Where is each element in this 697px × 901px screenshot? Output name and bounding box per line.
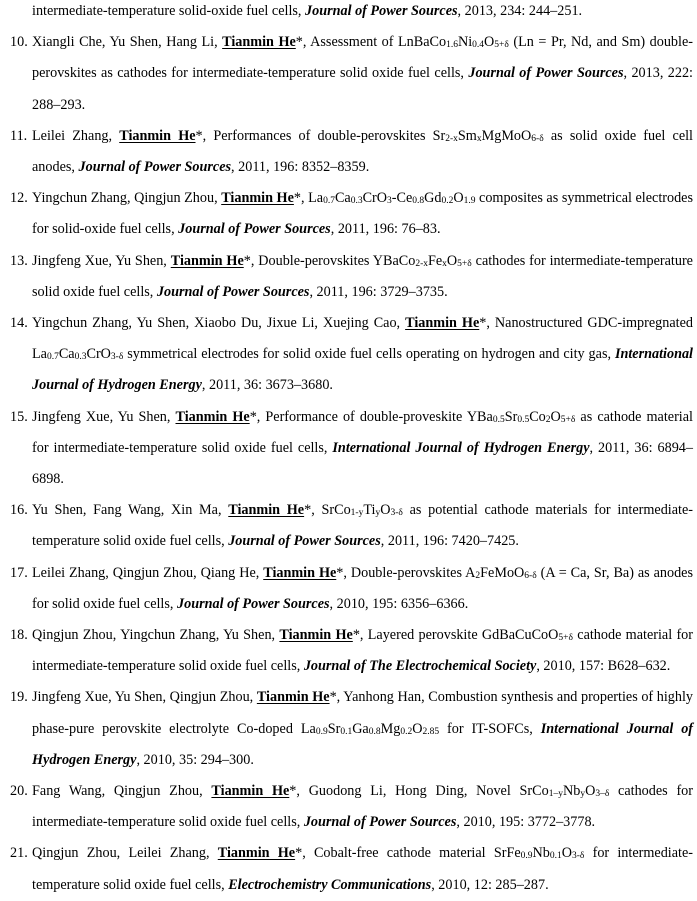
formula-subscript: 0.9 [315,726,328,737]
title-text: Sr [327,720,341,737]
journal-name: International Journal of Hydrogen Energy [332,439,590,456]
title-text: as potential cathode materials for intermediate-temperature solid oxide fuel cells, [32,502,693,550]
journal-name: Journal of Power Sources [303,814,457,831]
title-text: as cathode material for intermediate-temperature solid oxide fuel cells, [32,408,693,456]
reference-authors: Jingfeng Xue, Yu Shen, [32,252,171,269]
title-text: (A = Ca, Sr, Ba) as anodes for solid oxide fuel cells, [32,564,694,612]
formula-subscript: 0.1 [549,851,562,862]
citation-details: , 2013, 234: 244–251. [457,3,583,19]
formula-subscript: 3 [387,196,392,207]
formula-subscript: 3-δ [110,352,124,363]
formula-subscript: 1–y [548,789,563,800]
title-text: for intermediate-temperature solid oxide fuel cells, [32,845,693,893]
reference-item [0,308,697,402]
title-text: , Nanostructured GDC-impregnated La [32,315,693,363]
formula-subscript: y [580,789,586,800]
formula-subscript: 2-x [445,133,458,144]
highlighted-author: Tianmin He [263,564,337,581]
citation-details: , 2010, 195: 3772–3778. [456,814,596,831]
formula-subscript: 5+δ [457,258,472,269]
title-text: Ca [58,346,75,363]
corresponding-author-mark: * [293,190,301,207]
formula-subscript: 1.6 [446,40,458,51]
reference-item [0,402,697,496]
highlighted-author: Tianmin He [279,627,353,644]
reference-number: 11. [10,127,28,144]
title-text: -Ce [391,190,413,207]
title-text: CrO [86,346,111,363]
citation-details: , 2013, 222: 288–293. [32,65,693,113]
reference-authors: Leilei Zhang, Qingjun Zhou, Qiang He, [32,564,264,581]
citation-details: , 2011, 36: 3673–3680. [201,377,333,394]
title-text: , Performance of double-proveskite YBa [256,408,493,425]
reference-authors: Fang Wang, Qingjun Zhou, [32,783,212,800]
citation-details: , 2010, 12: 285–287. [431,876,549,893]
reference-number: 17. [10,564,28,581]
formula-subscript: y [375,508,381,519]
title-text: , Performances of double-perovskites Sr [202,127,446,144]
title-text: , Yanhong Han, Combustion synthesis and properties of highly phase-pure perovskite electrolyte Co-doped La [32,689,694,737]
formula-subscript: 0.8 [368,726,381,737]
journal-name: Electrochemistry Communications [228,876,432,893]
title-text: Ni [457,34,473,51]
corresponding-author-mark: * [249,408,257,425]
corresponding-author-mark: * [295,845,303,862]
title-text: CrO [362,190,388,207]
title-text: Nb [562,783,581,800]
reference-authors: Jingfeng Xue, Yu Shen, Qingjun Zhou, [32,689,257,706]
journal-name: Journal of Power Sources [305,3,458,19]
reference-authors: Yingchun Zhang, Yu Shen, Xiaobo Du, Jixue Li, Xuejing Cao, [32,315,406,332]
citation-details: , 2010, 35: 294–300. [136,751,254,768]
formula-subscript: 0.3 [350,196,363,207]
journal-name: Journal of Power Sources [178,221,331,238]
formula-subscript: 1-y [350,508,364,519]
formula-subscript: x [476,133,482,144]
title-text: O [585,783,596,800]
reference-number: 18. [10,627,28,644]
title-text: O [412,720,423,737]
title-text: cathodes for intermediate-temperature solid oxide fuel cells, [32,783,693,831]
title-text: , La [300,190,324,207]
formula-subscript: 2 [545,414,551,425]
title-text: O [446,252,458,269]
corresponding-author-mark: * [336,564,344,581]
formula-subscript: 2.85 [422,726,440,737]
formula-subscript: 0.5 [492,414,505,425]
journal-name: International Journal of Hydrogen Energy [32,720,694,768]
title-text: Ca [334,190,351,207]
corresponding-author-mark: * [195,127,203,144]
journal-name: Journal of The Electrochemical Society [303,658,537,675]
formula-subscript: 0.1 [340,726,353,737]
title-text: , Assessment of LnBaCo [302,34,447,51]
title-text: composites as symmetrical electrodes for solid-oxide fuel cells, [32,190,694,238]
corresponding-author-mark: * [329,689,337,706]
formula-subscript: 0.9 [520,851,533,862]
corresponding-author-mark: * [289,783,297,800]
highlighted-author: Tianmin He [256,689,330,706]
title-text: , Double-perovskites A [343,564,476,581]
title-text: cathodes for intermediate-temperature solid oxide fuel cells, [32,252,693,300]
formula-subscript: 5+δ [494,40,509,51]
reference-item [0,27,697,121]
formula-subscript: 6-δ [531,133,544,144]
formula-subscript: 0.4 [472,40,485,51]
formula-subscript: 3-δ [390,508,403,519]
reference-item [0,682,697,776]
journal-name: International Journal of Hydrogen Energy [32,346,693,394]
journal-name: Journal of Power Sources [177,595,330,612]
title-text: as solid oxide fuel cell anodes, [32,127,693,176]
reference-item [0,246,697,308]
reference-authors: Yingchun Zhang, Qingjun Zhou, [32,190,222,207]
reference-number: 14. [10,315,28,332]
title-text: , Layered perovskite GdBaCuCoO [359,627,559,644]
title-text: Co [529,408,546,425]
highlighted-author: Tianmin He [405,315,480,332]
title-text: O [550,408,561,425]
journal-name: Journal of Power Sources [468,65,624,82]
reference-number: 16. [10,502,28,519]
highlighted-author: Tianmin He [119,127,196,144]
title-text: Fe [427,252,443,269]
citation-details: , 2011, 196: 3729–3735. [309,283,448,300]
citation-details: , 2010, 157: B628–632. [536,658,671,675]
title-text: Ga [352,720,369,737]
corresponding-author-mark: * [352,627,360,644]
reference-number: 10. [10,34,28,51]
title-text: , Cobalt-free cathode material SrFe [302,845,521,862]
formula-subscript: 0.3 [74,352,87,363]
formula-subscript: 5+δ [558,633,573,644]
reference-authors: Xiangli Che, Yu Shen, Hang Li, [32,34,223,51]
reference-number: 13. [10,252,28,269]
formula-subscript: 0.5 [517,414,530,425]
reference-number: 21. [10,845,28,862]
reference-authors: Qingjun Zhou, Yingchun Zhang, Yu Shen, [32,627,280,644]
formula-subscript: 2 [475,570,481,581]
reference-authors: Leilei Zhang, [32,127,120,144]
formula-subscript: 1.9 [463,196,476,207]
formula-subscript: 3–δ [595,789,610,800]
corresponding-author-mark: * [304,502,312,519]
title-text: Sm [457,127,477,144]
highlighted-author: Tianmin He [170,252,244,269]
continuation-text: intermediate-temperature solid-oxide fuel cells, [32,3,305,19]
formula-subscript: 5+δ [560,414,576,425]
formula-subscript: 6-δ [524,570,537,581]
references-container [0,27,697,901]
reference-authors: Qingjun Zhou, Leilei Zhang, [32,845,218,862]
formula-subscript: 3-δ [571,851,585,862]
reference-item [0,838,697,900]
highlighted-author: Tianmin He [228,502,305,519]
title-text: FeMoO [480,564,525,581]
journal-name: Journal of Power Sources [78,159,232,176]
journal-name: Journal of Power Sources [156,283,310,300]
formula-subscript: 0.2 [400,726,413,737]
citation-details: , 2010, 195: 6356–6366. [329,595,469,612]
title-text: for IT-SOFCs, [439,720,541,737]
title-text: , Double-perovskites YBaCo [250,252,416,269]
formula-subscript: 0.8 [412,196,425,207]
reference-item [0,183,697,245]
citation-details: , 2011, 196: 8352–8359. [231,159,370,176]
title-text: O [561,845,572,862]
highlighted-author: Tianmin He [221,190,294,207]
corresponding-author-mark: * [243,252,251,269]
formula-subscript: 0.7 [46,352,59,363]
formula-subscript: x [442,258,447,269]
highlighted-author: Tianmin He [175,408,250,425]
journal-name: Journal of Power Sources [228,533,381,550]
reference-authors: Yu Shen, Fang Wang, Xin Ma, [32,502,229,519]
title-text: (Ln = Pr, Nd, and Sm) double-perovskites as cathodes for intermediate-temperature solid oxide fuel cells, [32,34,693,82]
reference-number: 15. [10,408,28,425]
reference-authors: Jingfeng Xue, Yu Shen, [32,408,176,425]
reference-item [0,776,697,838]
title-text: , Guodong Li, Hong Ding, Novel SrCo [296,783,549,800]
reference-number: 19. [10,689,28,706]
formula-subscript: 0.2 [441,196,454,207]
title-text: MgMoO [481,127,532,144]
highlighted-author: Tianmin He [217,845,296,862]
title-text: Ti [363,502,376,519]
title-text: O [484,34,495,51]
highlighted-author: Tianmin He [222,34,296,51]
reference-continuation [0,0,697,27]
citation-details: , 2011, 36: 6894–6898. [32,439,693,488]
citation-details: , 2011, 196: 7420–7425. [380,533,519,550]
title-text: Mg [380,720,401,737]
title-text: , SrCo [311,502,351,519]
reference-number: 20. [10,783,28,800]
reference-item [0,121,697,183]
reference-item [0,620,697,682]
corresponding-author-mark: * [479,315,487,332]
title-text: O [453,190,464,207]
title-text: O [380,502,391,519]
formula-subscript: 2-x [415,258,428,269]
title-text: Nb [532,845,550,862]
title-text: symmetrical electrodes for solid oxide fuel cells operating on hydrogen and city gas, [123,346,615,363]
title-text: cathode material for intermediate-temperature solid oxide fuel cells, [32,627,693,675]
reference-item [0,495,697,557]
reference-item [0,558,697,620]
reference-number: 12. [10,190,28,207]
title-text: Sr [504,408,518,425]
title-text: Gd [424,190,442,207]
highlighted-author: Tianmin He [211,783,290,800]
formula-subscript: 0.7 [323,196,335,207]
corresponding-author-mark: * [295,34,303,51]
citation-details: , 2011, 196: 76–83. [330,221,441,238]
